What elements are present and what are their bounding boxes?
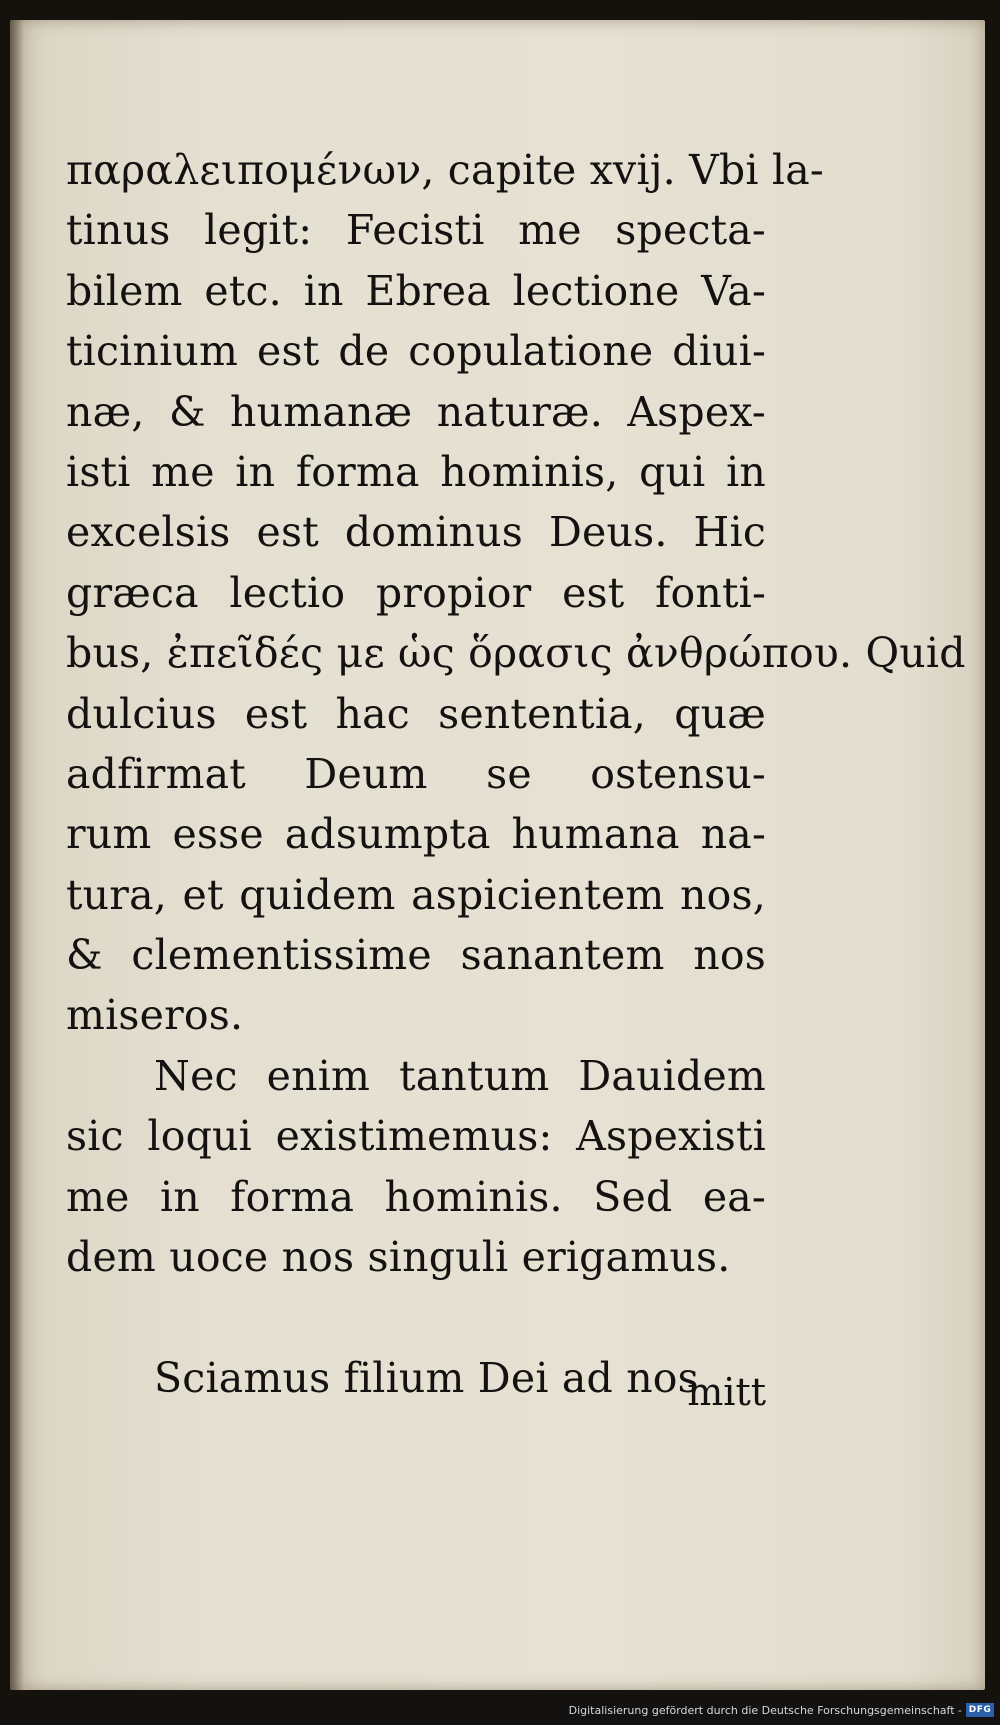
paragraph-line: sic loqui existimemus: Aspexisti <box>66 1112 766 1161</box>
text-line: tura, et quidem aspicientem nos, <box>66 870 766 919</box>
text-line: bus, ἐπεῖδές με ὡς ὅρασις ἀνθρώπου. Quid <box>66 629 966 678</box>
text-line: ticinium est de copulatione diui- <box>66 327 766 376</box>
text-line: miseros. <box>66 991 244 1040</box>
paragraph-line: dem uoce nos singuli erigamus. <box>66 1233 731 1282</box>
text-line: græca lectio propior est fonti- <box>66 568 766 617</box>
text-line: excelsis est dominus Deus. Hic <box>66 508 766 557</box>
main-text <box>66 140 966 1408</box>
text-line: isti me in forma hominis, qui in <box>66 447 766 496</box>
catchword: mitt <box>687 1370 766 1414</box>
text-line: næ, & humanæ naturæ. Aspex- <box>66 387 766 436</box>
paragraph-line: me in forma hominis. Sed ea- <box>66 1172 766 1221</box>
dfg-logo-icon: DFG <box>966 1703 994 1717</box>
gutter-shadow <box>10 20 24 1690</box>
text-line: dulcius est hac sententia, quæ <box>66 689 766 738</box>
text-line: tinus legit: Fecisti me specta- <box>66 206 766 255</box>
text-line: bilem etc. in Ebrea lectione Va- <box>66 266 766 315</box>
text-line: & clementissime sanantem nos <box>66 931 766 980</box>
paragraph-line: Nec enim tantum Dauidem <box>154 1051 766 1100</box>
digitization-credit: Digitalisierung gefördert durch die Deutsche Forschungsgemeinschaft - <box>568 1704 962 1717</box>
paragraph-line: Sciamus filium Dei ad nos <box>154 1353 699 1402</box>
text-line: παραλειπομένων, capite xvij. Vbi la- <box>66 146 824 194</box>
text-line: adfirmat Deum se ostensu- <box>66 749 766 798</box>
text-line: rum esse adsumpta humana na- <box>66 810 766 859</box>
paragraph-gap <box>66 1287 766 1347</box>
